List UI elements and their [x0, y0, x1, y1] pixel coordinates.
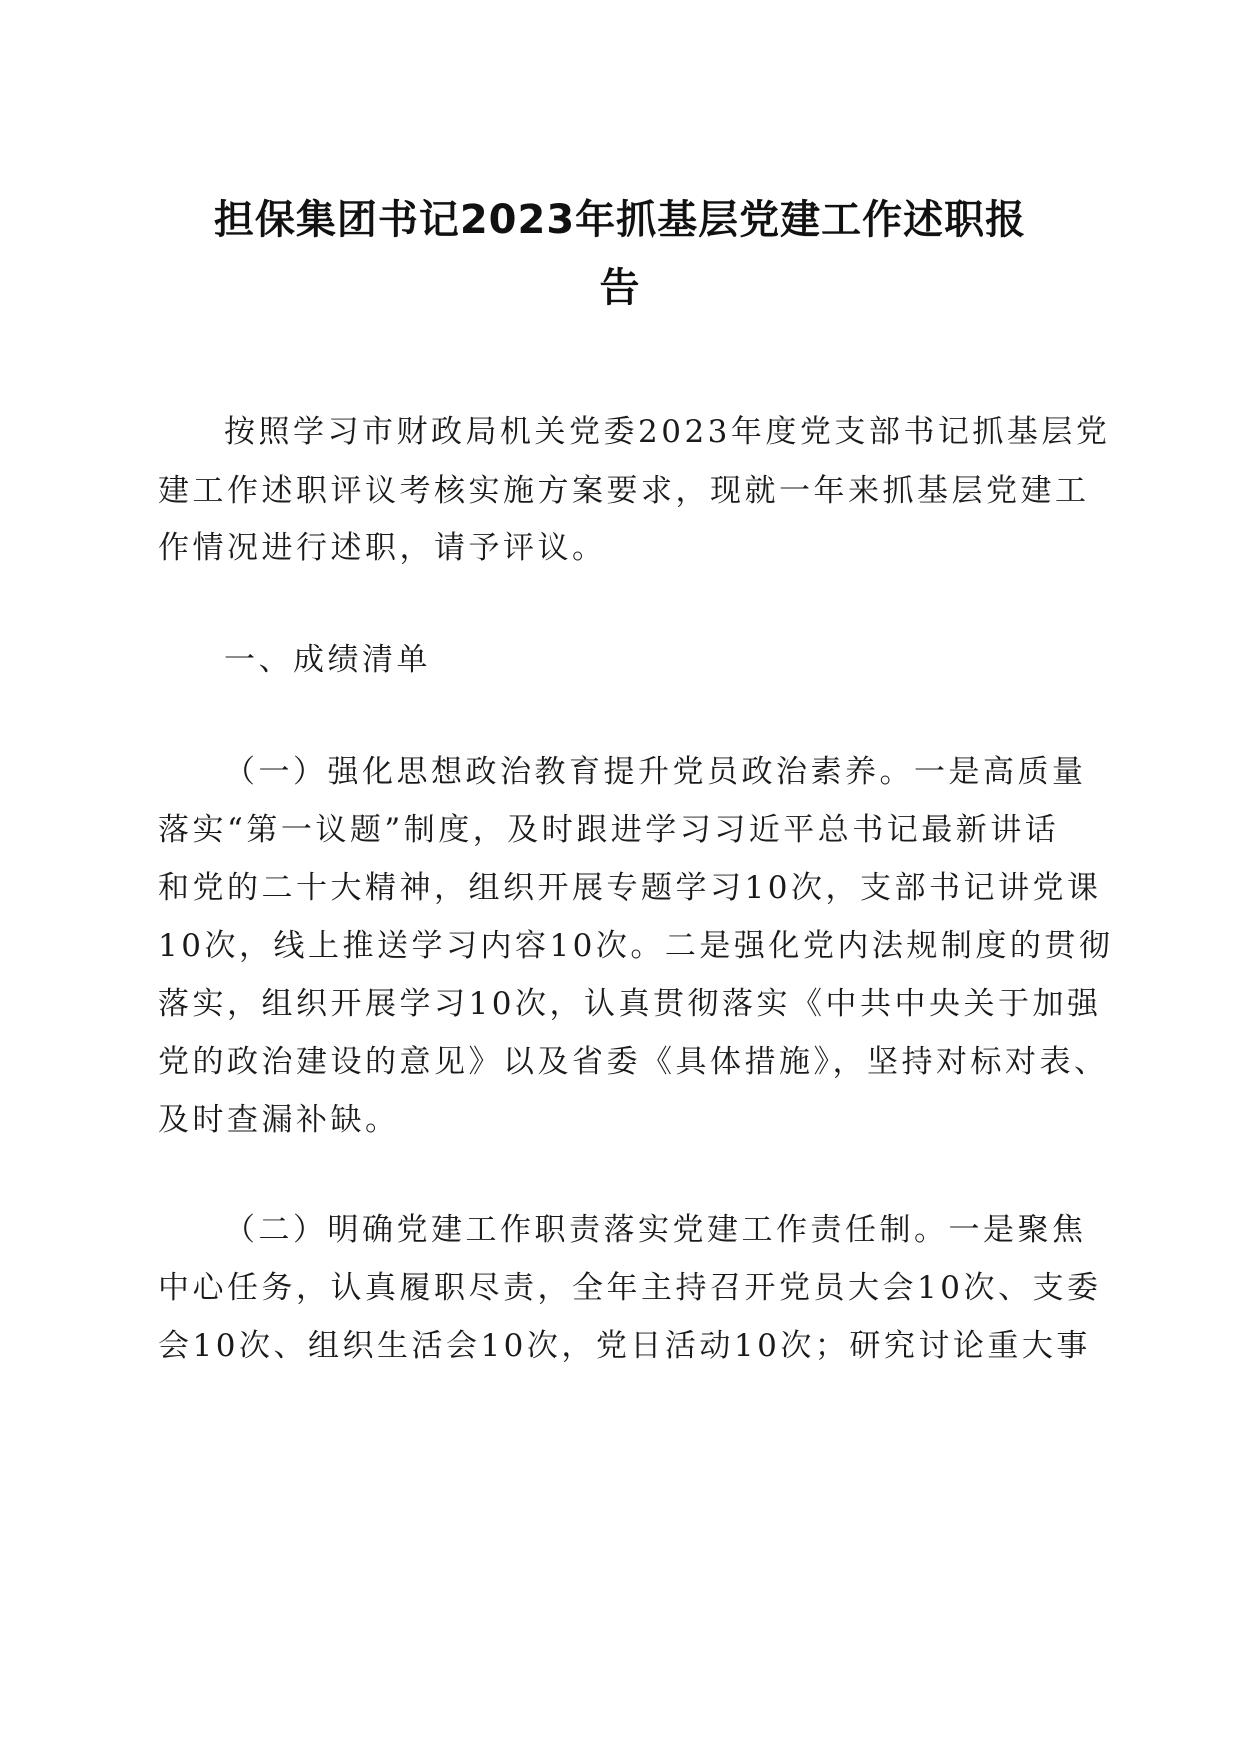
- section1-line-3: 和党的二十大精神，组织开展专题学习10次，支部书记讲党课: [158, 870, 1102, 906]
- section2-line-1: （二）明确党建工作职责落实党建工作责任制。一是聚焦: [224, 1212, 1087, 1248]
- section1-line-4: 10次，线上推送学习内容10次。二是强化党内法规制度的贯彻: [158, 928, 1114, 964]
- section1-line-6: 党的政治建设的意见》以及省委《具体措施》，坚持对标对表、: [158, 1044, 1109, 1080]
- section1-line-1: （一）强化思想政治教育提升党员政治素养。一是高质量: [224, 754, 1087, 790]
- intro-line-2: 建工作述职评议考核实施方案要求，现就一年来抓基层党建工: [158, 473, 1090, 509]
- section1-line-2: 落实“第一议题”制度，及时跟进学习习近平总书记最新讲话: [158, 812, 1060, 848]
- document-title-line-1: 担保集团书记2023年抓基层党建工作述职报: [213, 197, 1027, 243]
- section2-line-3: 会10次、组织生活会10次，党日活动10次；研究讨论重大事: [158, 1328, 1091, 1364]
- section2-line-2: 中心任务，认真履职尽责，全年主持召开党员大会10次、支委: [158, 1270, 1102, 1306]
- section1-line-7: 及时查漏补缺。: [158, 1102, 400, 1138]
- intro-line-3: 作情况进行述职，请予评议。: [158, 530, 607, 566]
- document-title-line-2: 告: [599, 265, 641, 311]
- intro-line-1: 按照学习市财政局机关党委2023年度党支部书记抓基层党: [224, 414, 1111, 450]
- section1-line-5: 落实，组织开展学习10次，认真贯彻落实《中共中央关于加强: [158, 986, 1102, 1022]
- section-heading-achievements: 一、成绩清单: [224, 642, 431, 678]
